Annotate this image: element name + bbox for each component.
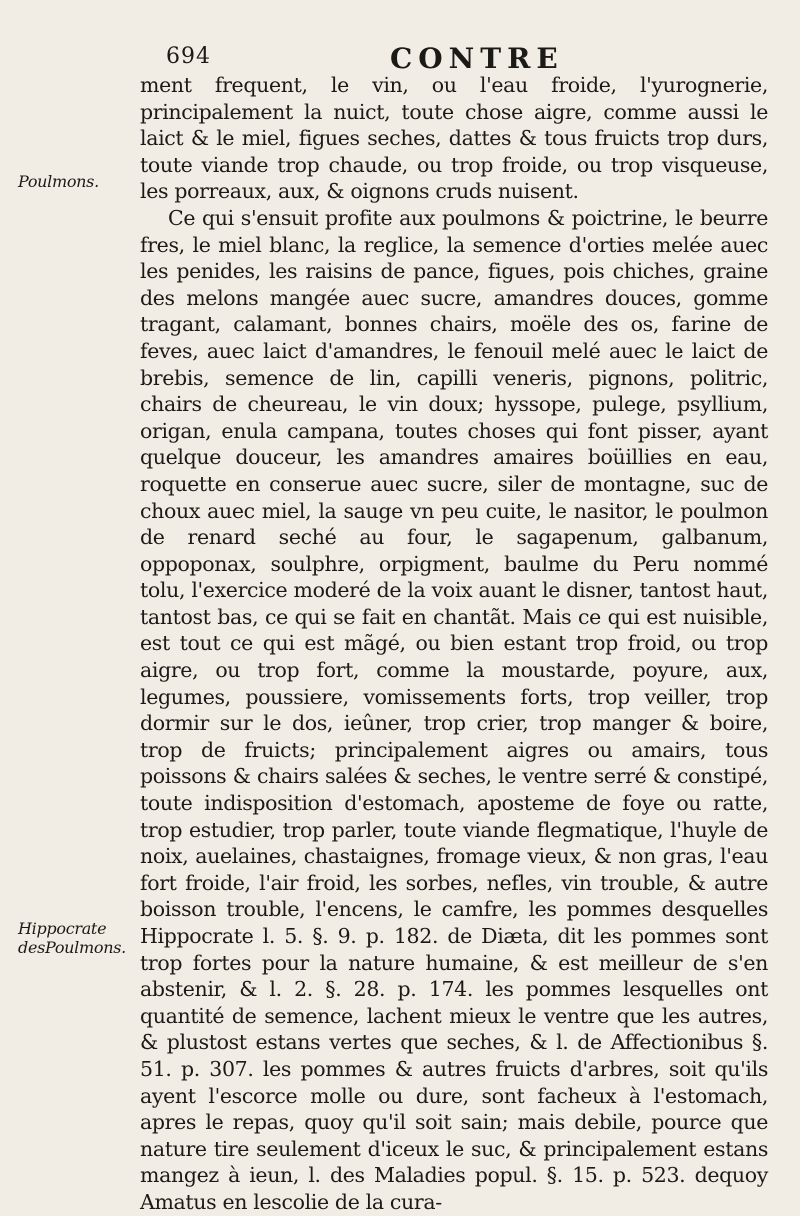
paragraph-2: Ce qui s'ensuit profite aux poulmons & poictrine, le beurre fres, le miel blanc, la reglice, la semence d'orties melée auec les penides, les raisins de pance, figues, pois chiches, graine des melons mangée auec sucre, amandres douces, gomme tragant, calamant, bonnes chairs, moële des os, farine de feves, auec laict d'amandres, le fenouil melé auec le laict de brebis, semence de lin, capilli veneris, pignons, politric, chairs de cheureau, le vin doux; hyssope, pulege, psyllium, origan, enula campana, toutes choses qui font pisser, ayant quelque douceur, les amandres amaires boüillies en eau, roquette en conserue auec sucre, siler de montagne, suc de choux auec miel, la sauge vn peu cuite, le nasitor, le poulmon de renard seché au four, le sagapenum, galbanum, oppoponax, soulphre, orpigment, baulme du Peru nommé tolu, l'exercice moderé de la voix auant le disner, tantost haut, tantost bas, ce qui se fait en chantãt. Mais ce qui est nuisible, est tout ce qui est mãgé, ou bien estant trop froid, ou trop aigre, ou trop fort, comme la moustarde, poyure, aux, legumes, poussiere, vomissements forts, trop veiller, trop dormir sur le dos, ieûner, trop crier, trop manger & boire, trop de fruicts; principalement aigres ou amairs, tous poissons & chairs salées & seches, le ventre serré & constipé, toute indisposition d'estomach, apostеme de foye ou ratte, trop estudier, trop parler, toute viande flegmatique, l'huyle de noix, auelaines, chastaignes, fromage vieux, & non gras, l'eau fort froide, l'air froid, les sorbes, nefles, vin trouble, & autre boisson trouble, l'encens, le camfre, les pommes desquelles Hippocrate l. 5. §. 9. p. 182. de Diæta, dit les pommes sont trop fortes pour la nature humaine, & est meilleur de s'en abstenir, & l. 2. §. 28. p. 174. les pommes lesquelles ont quantité de semence, lachent mieux le ventre que les autres, & plustost estans vertes que seches, & l. de Affectionibus §. 51. p. 307. les pommes & autres fruicts d'arbres, soit qu'ils ayent l'escorce molle ou dure, sont facheux à l'estomach, apres le repas, quoy qu'il soit sain; mais debile, pource que nature tire seulement d'iceux le suc, & principalement estans mangez à ieun, l. des Maladies popul. §. 15. p. 523. dequoy Amatus en lescolie de la cura-: [140, 205, 768, 1214]
running-title: CONTRE: [390, 42, 564, 75]
page-number: 694: [166, 44, 211, 69]
paragraph-1: ment frequent, le vin, ou l'eau froide, l'yurognerie, principalement la nuict, toute chose aigre, comme aussi le laict & le miel, figues seches, dattes & tous fruicts trop durs, toute viande trop chaude, ou trop froide, ou trop visqueuse, les porreaux, aux, & oignons cruds nuisent.: [140, 73, 768, 204]
margin-note-hippocrate: Hippocrate desPoulmons.: [18, 919, 126, 957]
body-text: [140, 72, 768, 1216]
margin-note-poumons: Poulmons.: [18, 172, 99, 191]
